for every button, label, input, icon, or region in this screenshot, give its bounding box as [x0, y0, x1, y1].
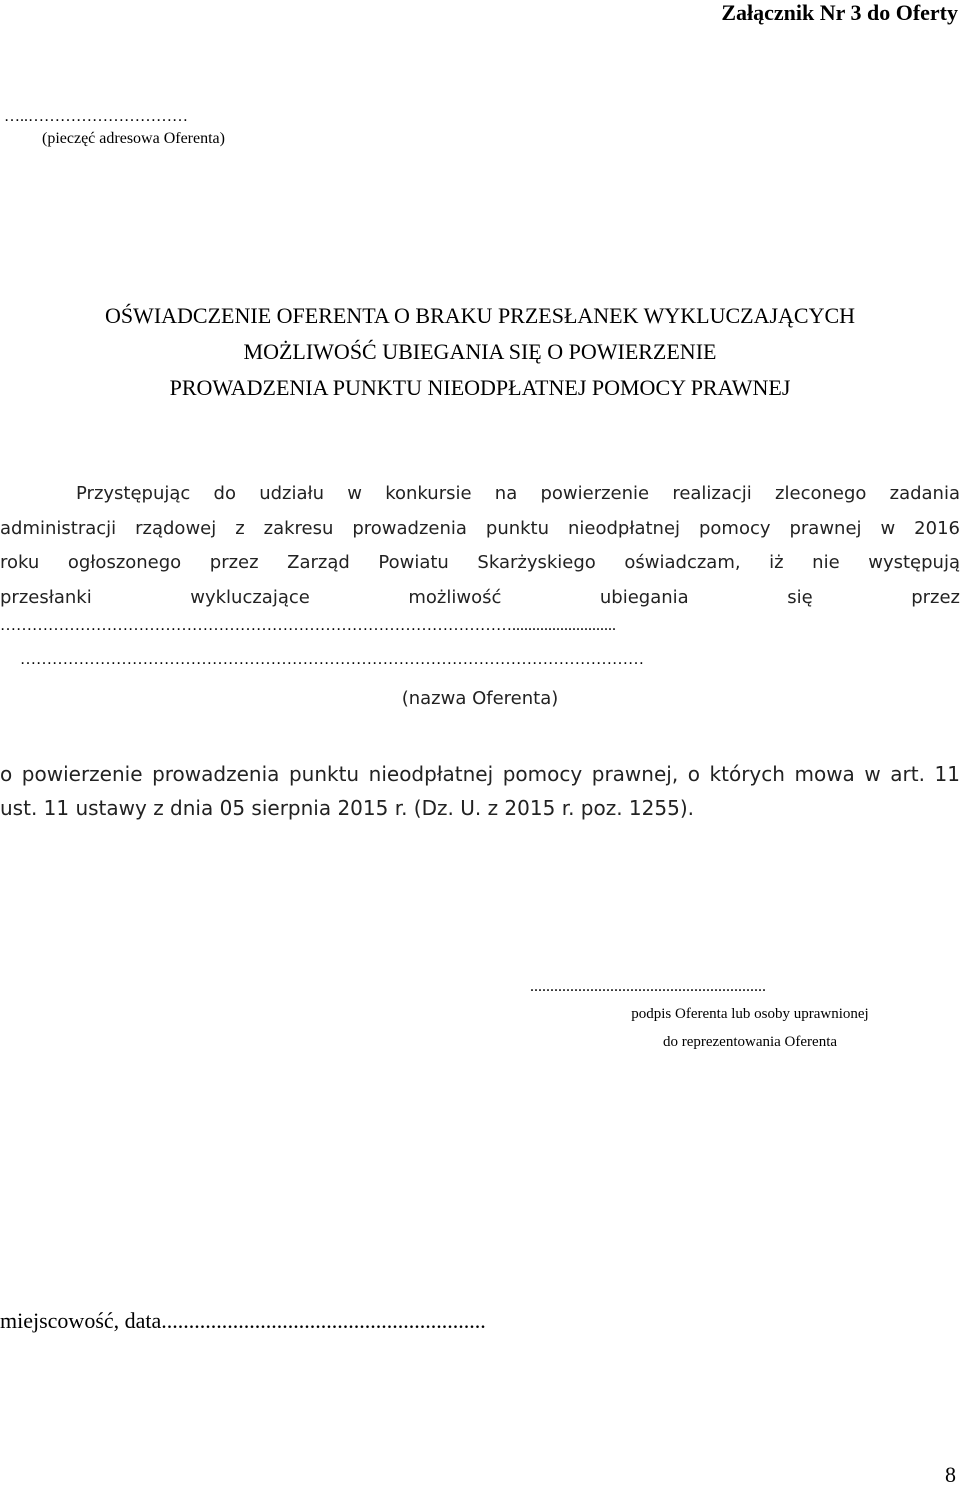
offeror-name-field-line-2: ……………………………………………………………………………………………………… [20, 651, 644, 668]
stamp-dotted-line: …..………………………… [4, 108, 188, 125]
statement2-line-2: ust. 11 ustawy z dnia 05 sierpnia 2015 r. (Dz. U. z 2015 r. poz. 1255). [0, 796, 694, 820]
offeror-name-label: (nazwa Oferenta) [401, 688, 559, 709]
statement-line-4: przesłanki wykluczające możliwość ubiegania się przez [0, 586, 960, 608]
signature-label [570, 1000, 930, 1056]
title-line-1: OŚWIADCZENIE OFERENTA O BRAKU PRZESŁANEK WYKLUCZAJĄCYCH [104, 303, 856, 328]
signature-label-line-1: podpis Oferenta lub osoby uprawnionej [631, 1006, 869, 1022]
stamp-label: (pieczęć adresowa Oferenta) [42, 130, 225, 147]
page-number: 8 [945, 1462, 956, 1487]
title-line-2: MOŻLIWOŚĆ UBIEGANIA SIĘ O POWIERZENIE [243, 339, 717, 364]
offeror-name-field-line-1: …………………………………………………………………………………….......................... [0, 617, 616, 634]
statement-paragraph [0, 477, 960, 615]
statement-line-2: administracji rządowej z zakresu prowadzenia punktu nieodpłatnej pomocy prawnej w 2016 [0, 517, 960, 539]
statement-continuation [0, 757, 960, 825]
signature-dotted-line: ........................................................... [530, 978, 766, 995]
title-line-3: PROWADZENIA PUNKTU NIEODPŁATNEJ POMOCY PRAWNEJ [169, 375, 791, 400]
statement-line-1: Przystępując do udziału w konkursie na powierzenie realizacji zleconego zadania [76, 483, 960, 504]
signature-label-line-2: do reprezentowania Oferenta [662, 1034, 838, 1050]
statement-line-3: roku ogłoszonego przez Zarząd Powiatu Skarżyskiego oświadczam, iż nie występują [0, 552, 960, 573]
place-date-field: miejscowość, data........................................................... [0, 1308, 486, 1333]
annex-title: Załącznik Nr 3 do Oferty [721, 0, 958, 25]
statement2-line-1: o powierzenie prowadzenia punktu nieodpłatnej pomocy prawnej, o których mowa w art. 11 [0, 762, 960, 786]
document-title [0, 298, 960, 406]
